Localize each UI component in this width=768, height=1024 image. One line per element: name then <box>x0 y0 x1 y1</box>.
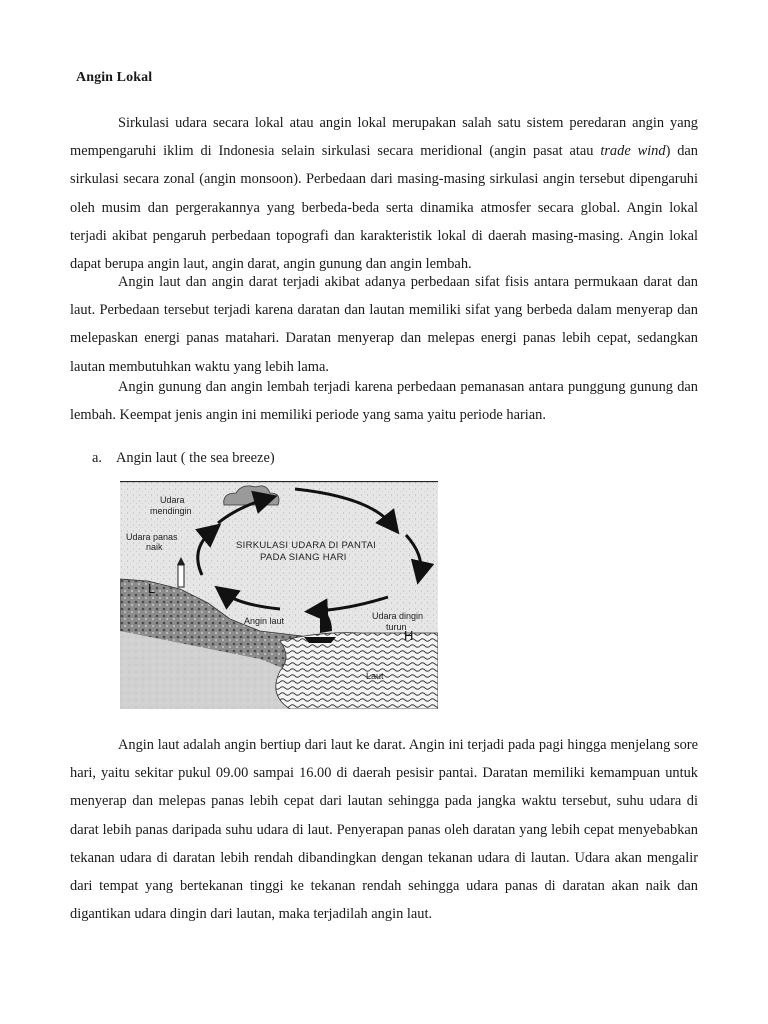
label-sea: Laut <box>366 671 384 681</box>
figure-title-line2: PADA SIANG HARI <box>260 552 347 563</box>
paragraph-land-sea <box>70 268 698 381</box>
label-cold-down-1: Udara dingin <box>372 611 424 621</box>
paragraph-intro <box>70 109 698 278</box>
paragraph-land-sea-text: Angin laut dan angin darat terjadi akibat adanya perbedaan sifat fisis antara permukaan darat dan laut. Perbedaan tersebut terjadi karena daratan dan lautan memiliki sifat yang berbeda dalam menyerap dan melepaskan energi panas matahari. Daratan menyerap dan melepas energi panas lebih cepat, sedangkan lautan membutuhkan waktu yang lebih lama. <box>70 274 698 375</box>
list-marker: a. <box>92 450 102 466</box>
sea-breeze-diagram <box>120 481 438 709</box>
label-cold-down-2: turun <box>386 622 407 632</box>
label-hot-air-1: Udara panas <box>126 532 178 542</box>
label-cold-air-1: Udara <box>160 495 185 505</box>
label-sea-breeze: Angin laut <box>244 616 285 626</box>
label-hot-air-2: naik <box>146 542 163 552</box>
paragraph-intro-part2: ) dan sirkulasi secara zonal (angin monsoon). Perbedaan dari masing-masing sirkulasi angin tersebut dipengaruhi oleh musim dan pergerakannya yang berbeda-beda serta dinamika atmosfer secara global. Angin lokal terjadi akibat pengaruh perbedaan topografi dan karakteristik lokal di daerah masing-masing. Angin lokal dapat berupa angin laut, angin darat, angin gunung dan angin lembah. <box>70 143 699 273</box>
list-item-text: Angin laut ( the sea breeze) <box>116 450 275 466</box>
label-cold-air-2: mendingin <box>150 506 192 516</box>
figure-title-line1: SIRKULASI UDARA DI PANTAI <box>236 540 377 551</box>
paragraph-sea-breeze <box>70 731 698 928</box>
section-heading: Angin Lokal <box>76 70 153 85</box>
paragraph-mountain-valley-text: Angin gunung dan angin lembah terjadi karena perbedaan pemanasan antara punggung gunung dan lembah. Keempat jenis angin ini memiliki periode yang sama yaitu periode harian. <box>70 379 698 424</box>
marker-high-pressure: H <box>404 628 414 643</box>
paragraph-intro-part1: Sirkulasi udara secara lokal atau angin lokal merupakan salah satu sistem peredaran angin yang mempengaruhi iklim di Indonesia selain sirkulasi secara meridional (angin pasat atau <box>70 115 698 160</box>
marker-low-pressure: L <box>148 581 156 596</box>
lighthouse-icon <box>178 565 184 587</box>
sea-area <box>276 633 438 709</box>
paragraph-mountain-valley <box>70 373 698 429</box>
list-item-sea-breeze <box>92 450 275 467</box>
emphasis-trade-wind: trade wind <box>600 143 666 160</box>
paragraph-sea-breeze-text: Angin laut adalah angin bertiup dari laut ke darat. Angin ini terjadi pada pagi hingga menjelang sore hari, yaitu sekitar pukul 09.00 sampai 16.00 di daerah pesisir pantai. Daratan memiliki kemampuan untuk menyerap dan melepas panas lebih cepat dari lautan sehingga pada jangka waktu tersebut, suhu udara di darat lebih panas daripada suhu udara di laut. Penyerapan panas oleh daratan yang lebih cepat menyebabkan tekanan udara di daratan lebih rendah dibandingkan dengan tekanan udara di lautan. Udara akan mengalir dari tempat yang bertekanan tinggi ke tekanan rendah sehingga udara panas di daratan akan naik dan digantikan udara dingin dari lautan, maka terjadilah angin laut. <box>70 737 698 923</box>
